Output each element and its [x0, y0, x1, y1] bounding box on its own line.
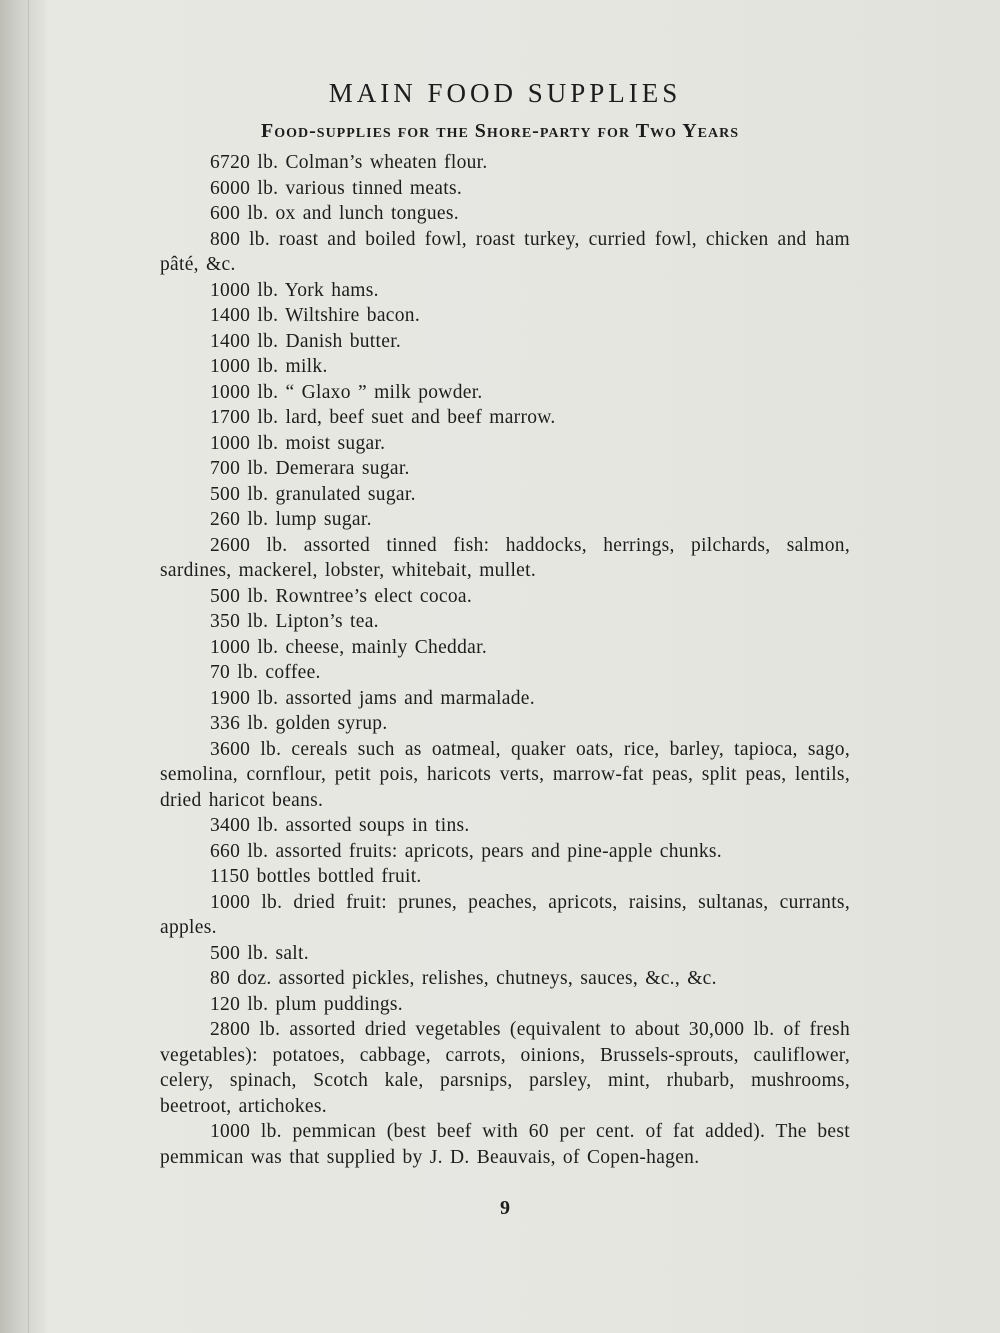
supply-item: 3400 lb. assorted soups in tins.	[210, 815, 470, 836]
supply-item: 1000 lb. York hams.	[210, 279, 379, 301]
supply-item: 350 lb. Lipton’s tea.	[210, 611, 379, 632]
supply-item: 3600 lb. cereals such as oatmeal, quaker oats, rice, barley, tapioca, sago, semolina, cornflour, petit pois, haricots verts, marrow-fat peas, split peas, lentils, dried haricot beans.	[160, 738, 850, 811]
supply-item: 6000 lb. various tinned meats.	[210, 177, 463, 199]
supply-item: 1000 lb. cheese, mainly Cheddar.	[210, 636, 487, 658]
supply-item: 1000 lb. moist sugar.	[210, 432, 386, 454]
supply-item: 80 doz. assorted pickles, relishes, chutneys, sauces, &c., &c.	[210, 968, 717, 989]
supply-item: 1000 lb. milk.	[210, 356, 328, 377]
supply-item: 500 lb. salt.	[210, 942, 309, 964]
supply-item: 2800 lb. assorted dried vegetables (equivalent to about 30,000 lb. of fresh vegetables): potatoes, cabbage, carrots, oinions, Brussels-sprouts, cauliflower, celery, spinach, Scotch kale, parsnips, parsley, mint, rhubarb, mushrooms, beetroot, artichokes.	[160, 1019, 850, 1117]
supply-list	[160, 150, 850, 1170]
supply-item: 660 lb. assorted fruits: apricots, pears and pine-apple chunks.	[210, 840, 722, 862]
page-number: 9	[500, 1197, 510, 1219]
supply-item: 1900 lb. assorted jams and marmalade.	[210, 687, 535, 709]
supply-item: 500 lb. Rowntree’s elect cocoa.	[210, 585, 473, 607]
page-subtitle: Food-supplies for the Shore-party for Two Years	[261, 120, 739, 142]
supply-item: 500 lb. granulated sugar.	[210, 483, 416, 505]
supply-item: 120 lb. plum puddings.	[210, 993, 403, 1015]
supply-item: 336 lb. golden syrup.	[210, 713, 388, 734]
supply-item: 1150 bottles bottled fruit.	[210, 866, 422, 887]
supply-item: 70 lb. coffee.	[210, 662, 321, 683]
supply-item: 6720 lb. Colman’s wheaten flour.	[210, 152, 488, 173]
supply-item: 1000 lb. pemmican (best beef with 60 per cent. of fat added). The best pemmican was that supplied by J. D. Beauvais, of Copen-hagen.	[160, 1121, 850, 1168]
page-title: MAIN FOOD SUPPLIES	[328, 78, 682, 108]
supply-item: 700 lb. Demerara sugar.	[210, 458, 410, 479]
supply-item: 1000 lb. dried fruit: prunes, peaches, apricots, raisins, sultanas, currants, apples.	[160, 891, 850, 938]
supply-item: 1000 lb. “ Glaxo ” milk powder.	[210, 381, 483, 403]
supply-item: 1400 lb. Wiltshire bacon.	[210, 305, 421, 326]
supply-item: 260 lb. lump sugar.	[210, 509, 372, 530]
supply-item: 1400 lb. Danish butter.	[210, 330, 402, 352]
supply-item: 2600 lb. assorted tinned fish: haddocks, herrings, pilchards, salmon, sardines, mackerel, lobster, whitebait, mullet.	[160, 534, 850, 581]
supply-item: 600 lb. ox and lunch tongues.	[210, 203, 459, 224]
supply-item: 800 lb. roast and boiled fowl, roast turkey, curried fowl, chicken and ham pâté, &c.	[160, 228, 850, 275]
supply-item: 1700 lb. lard, beef suet and beef marrow.	[210, 407, 556, 428]
